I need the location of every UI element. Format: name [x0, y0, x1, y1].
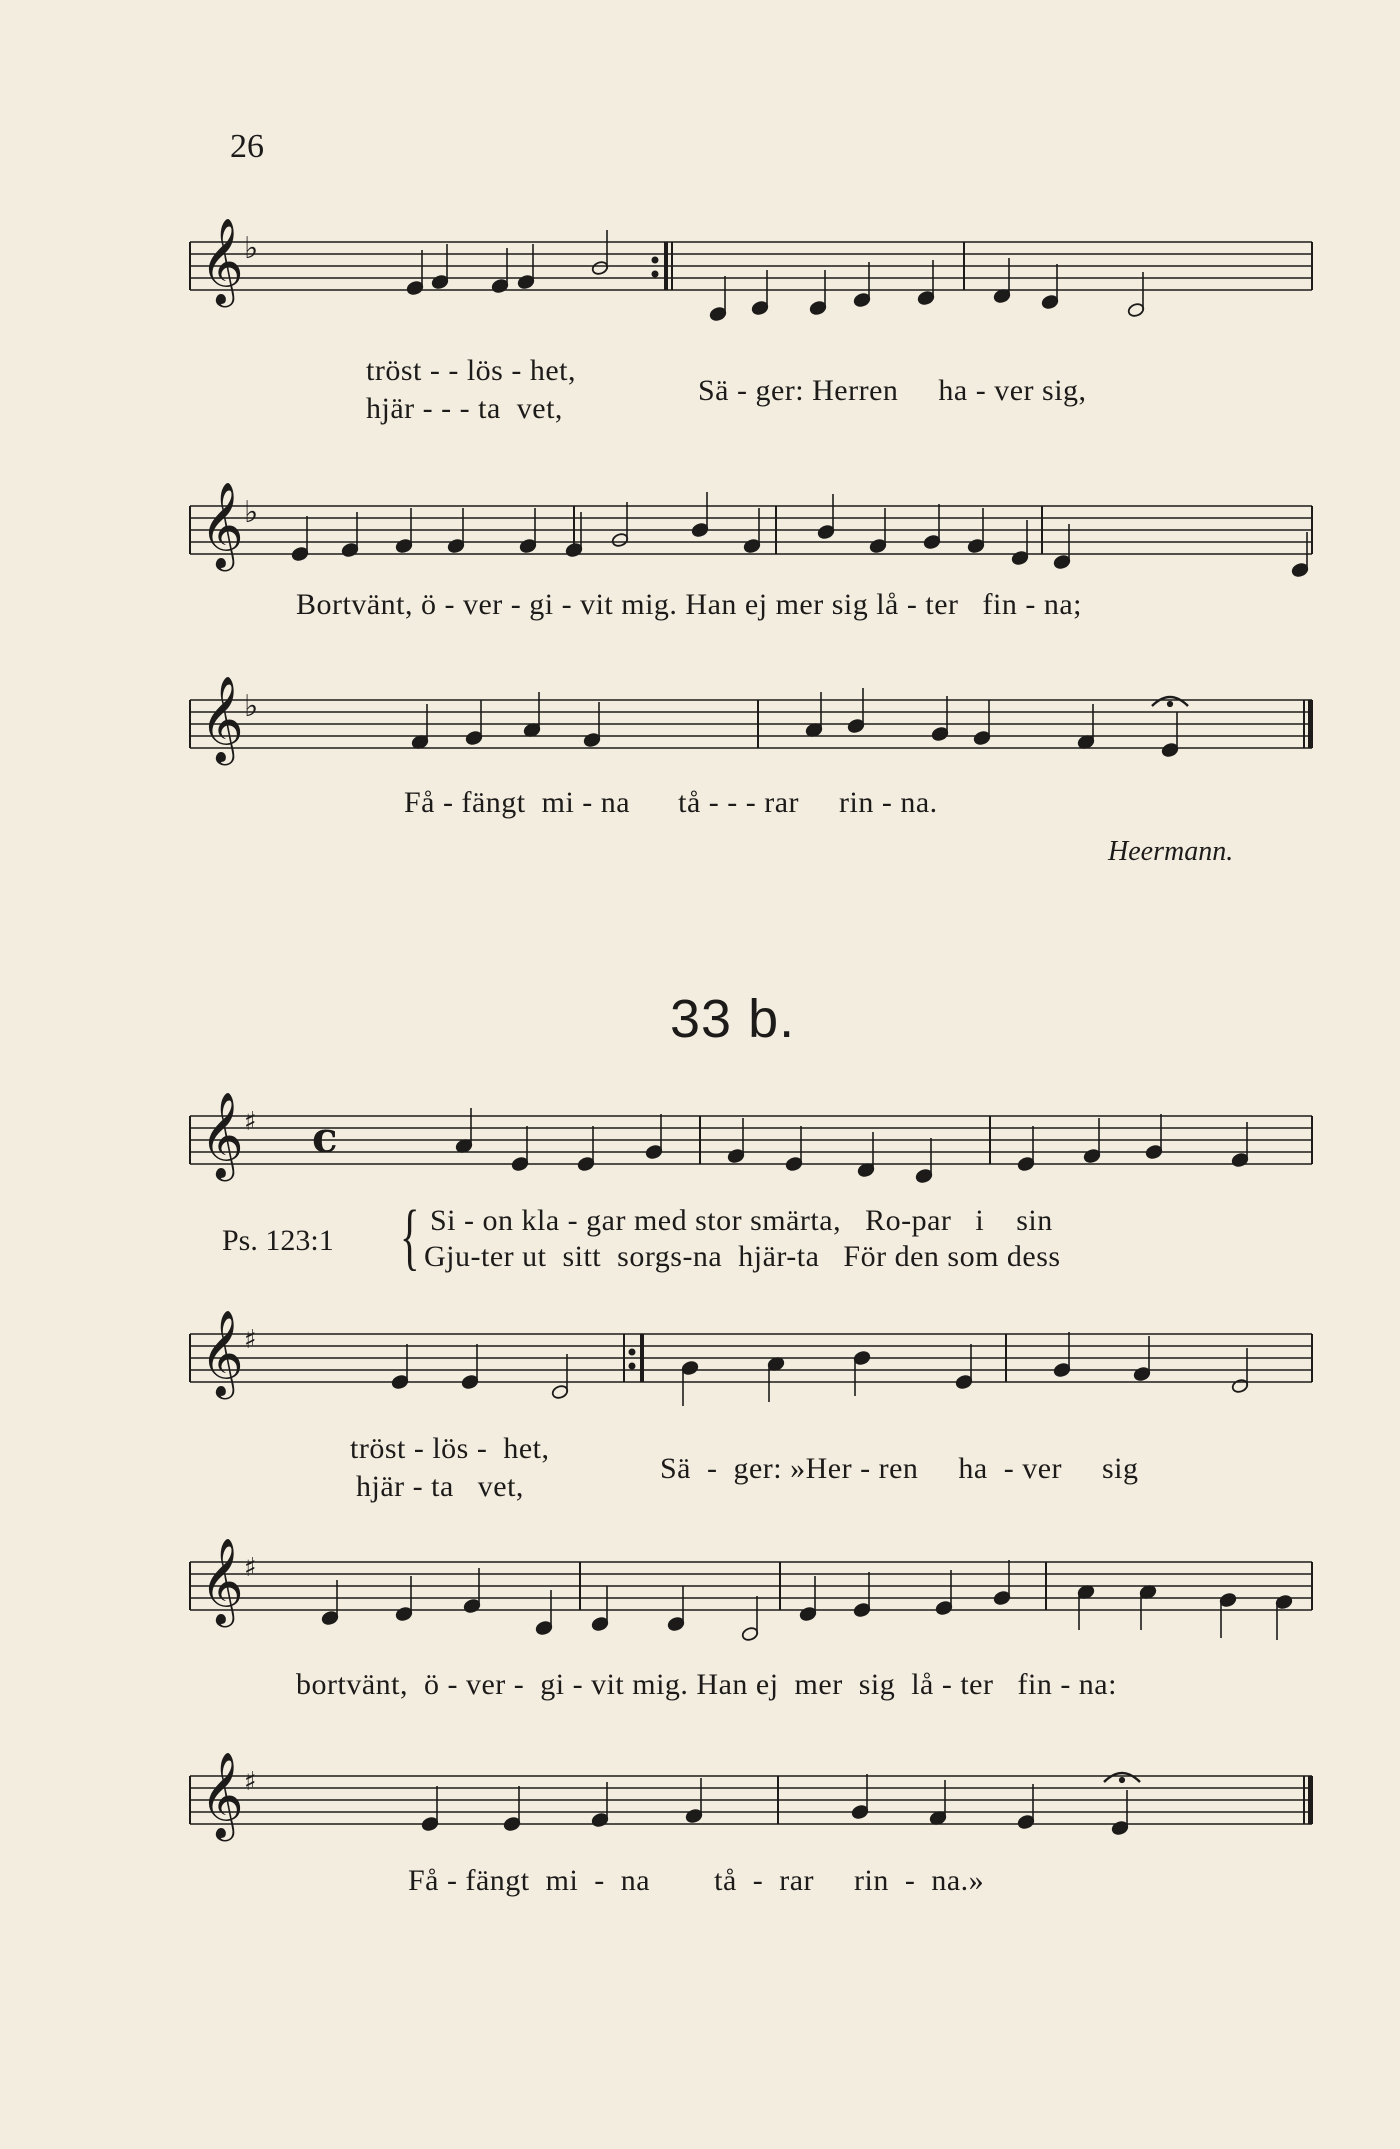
fermata-dot [1167, 701, 1172, 706]
sharp-sign-icon: ♯ [244, 1325, 257, 1355]
lyric-line-5b: hjär - ta vet, [356, 1470, 524, 1503]
verse-brace: { [400, 1196, 420, 1278]
final-barline [1308, 700, 1313, 748]
treble-clef-icon: 𝄞 [200, 1538, 244, 1624]
treble-clef-icon: 𝄞 [200, 1310, 244, 1396]
treble-clef-icon: 𝄞 [200, 482, 244, 568]
repeat-dot [652, 271, 658, 277]
sharp-sign-icon: ♯ [244, 1107, 257, 1137]
repeat-dot [629, 1363, 635, 1369]
psalm-reference: Ps. 123:1 [222, 1224, 334, 1257]
treble-clef-icon: 𝄞 [200, 1752, 244, 1838]
lyric-line-1b: hjär - - - ta vet, [366, 392, 563, 425]
repeat-bar [664, 242, 668, 290]
treble-clef-icon: 𝄞 [200, 1092, 244, 1178]
lyric-line-6: bortvänt, ö - ver - gi - vit mig. Han ej mer sig lå - ter fin - na: [296, 1668, 1117, 1701]
treble-clef-icon: 𝄞 [200, 218, 244, 304]
sharp-sign-icon: ♯ [244, 1767, 257, 1797]
lyric-verse-2: Gju-ter ut sitt sorgs-na hjär-ta För den som dess [424, 1240, 1061, 1273]
lyric-line-5-rest: Sä - ger: »Her - ren ha - ver sig [660, 1452, 1139, 1485]
treble-clef-icon: 𝄞 [200, 676, 244, 762]
author-credit: Heermann. [1108, 836, 1234, 867]
common-time-icon: c [312, 1113, 338, 1162]
repeat-bar [640, 1334, 644, 1382]
repeat-dot [629, 1349, 635, 1355]
fermata-dot [1119, 1777, 1124, 1782]
lyric-line-7: Få - fängt mi - na tå - rar rin - na.» [408, 1864, 985, 1897]
lyric-line-1-rest: Sä - ger: Herren ha - ver sig, [698, 374, 1087, 407]
lyric-line-5a: tröst - lös - het, [350, 1432, 550, 1465]
lyric-line-3: Få - fängt mi - na tå - - - rar rin - na. [404, 786, 938, 819]
lyric-verse-1: Si - on kla - gar med stor smärta, Ro-par i sin [430, 1204, 1053, 1237]
flat-sign-icon: ♭ [244, 689, 259, 724]
flat-sign-icon: ♭ [244, 231, 259, 266]
lyric-line-1a: tröst - - lös - het, [366, 354, 576, 387]
sharp-sign-icon: ♯ [244, 1553, 257, 1583]
final-barline [1308, 1776, 1313, 1824]
flat-sign-icon: ♭ [244, 495, 259, 530]
lyric-line-2: Bortvänt, ö - ver - gi - vit mig. Han ej mer sig lå - ter fin - na; [296, 588, 1082, 621]
repeat-dot [652, 257, 658, 263]
page-number: 26 [230, 128, 264, 165]
hymn-number: 33 b. [670, 989, 796, 1049]
